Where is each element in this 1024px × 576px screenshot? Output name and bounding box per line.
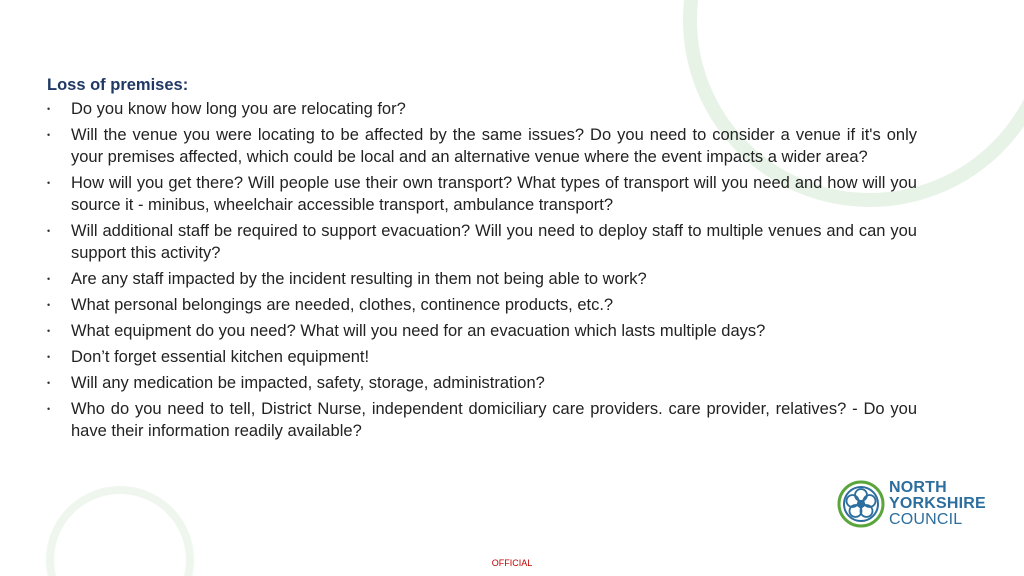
bullet-text: Are any staff impacted by the incident resulting in them not being able to work? bbox=[71, 270, 647, 288]
classification-footer: OFFICIAL bbox=[491, 558, 533, 568]
logo-wordmark bbox=[889, 480, 986, 528]
bullet-item bbox=[47, 98, 917, 120]
bullet-item bbox=[47, 268, 917, 290]
bullet-item bbox=[47, 398, 917, 442]
bullet-marker: • bbox=[47, 378, 51, 388]
bullet-text: What equipment do you need? What will you need for an evacuation which lasts multiple days? bbox=[71, 322, 766, 340]
bullet-marker: • bbox=[47, 300, 51, 310]
slide-content bbox=[47, 72, 917, 446]
bullet-item bbox=[47, 346, 917, 368]
bullet-item bbox=[47, 294, 917, 316]
section-heading: Loss of premises: bbox=[47, 76, 189, 94]
bullet-item bbox=[47, 372, 917, 394]
bullet-marker: • bbox=[47, 352, 51, 362]
bullet-text: Don’t forget essential kitchen equipment! bbox=[71, 348, 370, 366]
bullet-text: Will the venue you were locating to be affected by the same issues? Do you need to consider a venue if it's only your premises affected, which could be local and an alternative venue where the event impacts a wider area? bbox=[71, 126, 917, 166]
bullet-marker: • bbox=[47, 404, 51, 414]
bullet-marker: • bbox=[47, 274, 51, 284]
bullet-marker: • bbox=[47, 178, 51, 188]
bullet-item bbox=[47, 124, 917, 168]
bullet-text: Do you know how long you are relocating for? bbox=[71, 100, 406, 118]
bullet-list bbox=[47, 98, 917, 442]
bullet-text: How will you get there? Will people use their own transport? What types of transport will you need and how will you source it - minibus, wheelchair accessible transport, ambulance transport? bbox=[71, 174, 917, 214]
rose-emblem-icon bbox=[836, 479, 886, 529]
bullet-text: Who do you need to tell, District Nurse, independent domiciliary care providers. care provider, relatives? - Do you have their information readily available? bbox=[71, 400, 917, 440]
logo-line-1: NORTH bbox=[889, 479, 947, 496]
bullet-item bbox=[47, 320, 917, 342]
logo-line-3: COUNCIL bbox=[889, 511, 963, 528]
bullet-marker: • bbox=[47, 104, 51, 114]
logo-line-2: YORKSHIRE bbox=[889, 495, 986, 512]
bullet-item bbox=[47, 172, 917, 216]
bullet-marker: • bbox=[47, 130, 51, 140]
bullet-text: What personal belongings are needed, clothes, continence products, etc.? bbox=[71, 296, 614, 314]
bullet-marker: • bbox=[47, 326, 51, 336]
north-yorkshire-council-logo bbox=[836, 478, 986, 530]
bullet-text: Will additional staff be required to support evacuation? Will you need to deploy staff to multiple venues and can you support this activity? bbox=[71, 222, 917, 262]
bullet-marker: • bbox=[47, 226, 51, 236]
bullet-text: Will any medication be impacted, safety, storage, administration? bbox=[71, 374, 545, 392]
bullet-item bbox=[47, 220, 917, 264]
